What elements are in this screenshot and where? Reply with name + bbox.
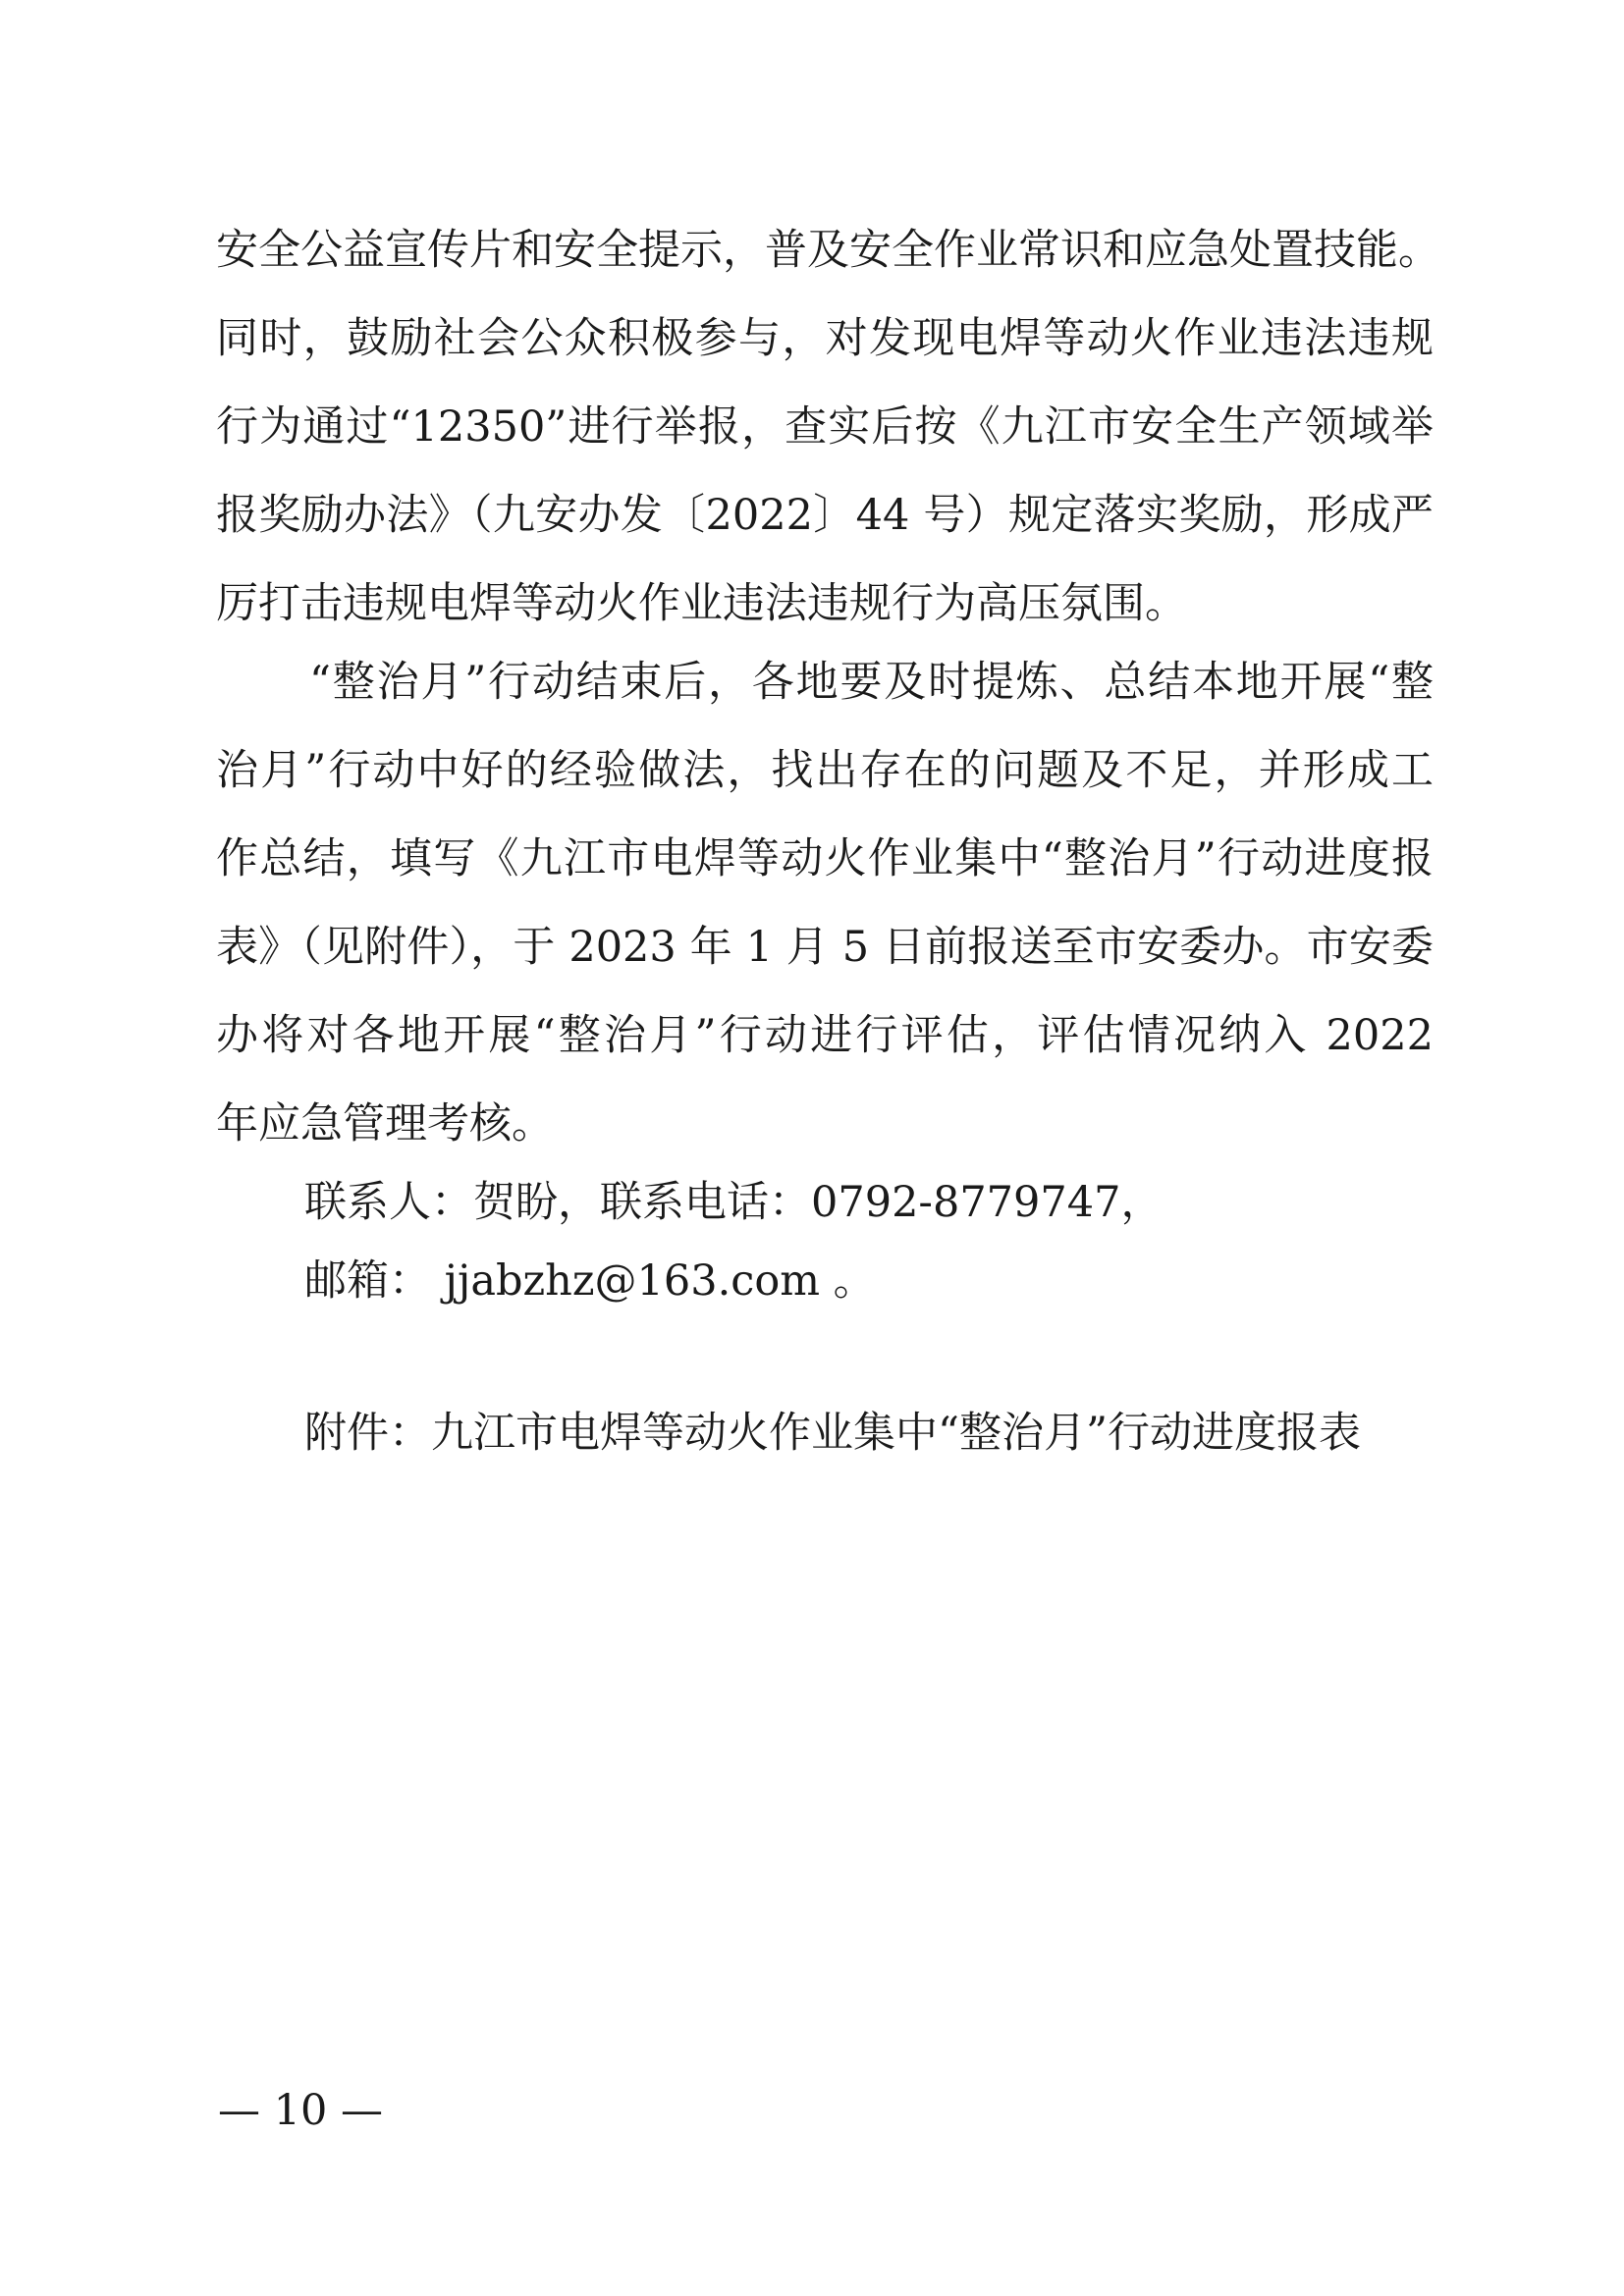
paragraph-line: 同时，鼓励社会公众积极参与，对发现电焊等动火作业违法违规: [216, 314, 1434, 363]
paragraph-line: 厉打击违规电焊等动火作业违法违规行为高压氛围。: [216, 579, 1187, 628]
attachment-line: 附件：九江市电焊等动火作业集中“整治月”行动进度报表: [304, 1409, 1361, 1458]
paragraph-line: 作总结，填写《九江市电焊等动火作业集中“整治月”行动进度报: [216, 834, 1434, 883]
paragraph-line: 年应急管理考核。: [216, 1099, 554, 1148]
contact-line: 联系人：贺盼，联系电话：0792-8779747，: [304, 1178, 1164, 1227]
paragraph-line: “整治月”行动结束后，各地要及时提炼、总结本地开展“整: [309, 658, 1434, 707]
paragraph-line: 安全公益宣传片和安全提示，普及安全作业常识和应急处置技能。: [216, 226, 1440, 275]
email-line: 邮箱： jjabzhz@163.com 。: [304, 1256, 876, 1306]
paragraph-line: 治月”行动中好的经验做法，找出存在的问题及不足，并形成工: [216, 746, 1434, 795]
paragraph-line: 表》（见附件），于 2023 年 1 月 5 日前报送至市安委办。市安委: [216, 923, 1434, 972]
paragraph-line: 行为通过“12350”进行举报，查实后按《九江市安全生产领域举: [216, 402, 1434, 452]
paragraph-line: 办将对各地开展“整治月”行动进行评估，评估情况纳入 2022: [216, 1011, 1434, 1060]
paragraph-line: 报奖励办法》（九安办发〔2022〕44 号）规定落实奖励，形成严: [216, 491, 1434, 540]
page-number: — 10 —: [218, 2086, 384, 2135]
